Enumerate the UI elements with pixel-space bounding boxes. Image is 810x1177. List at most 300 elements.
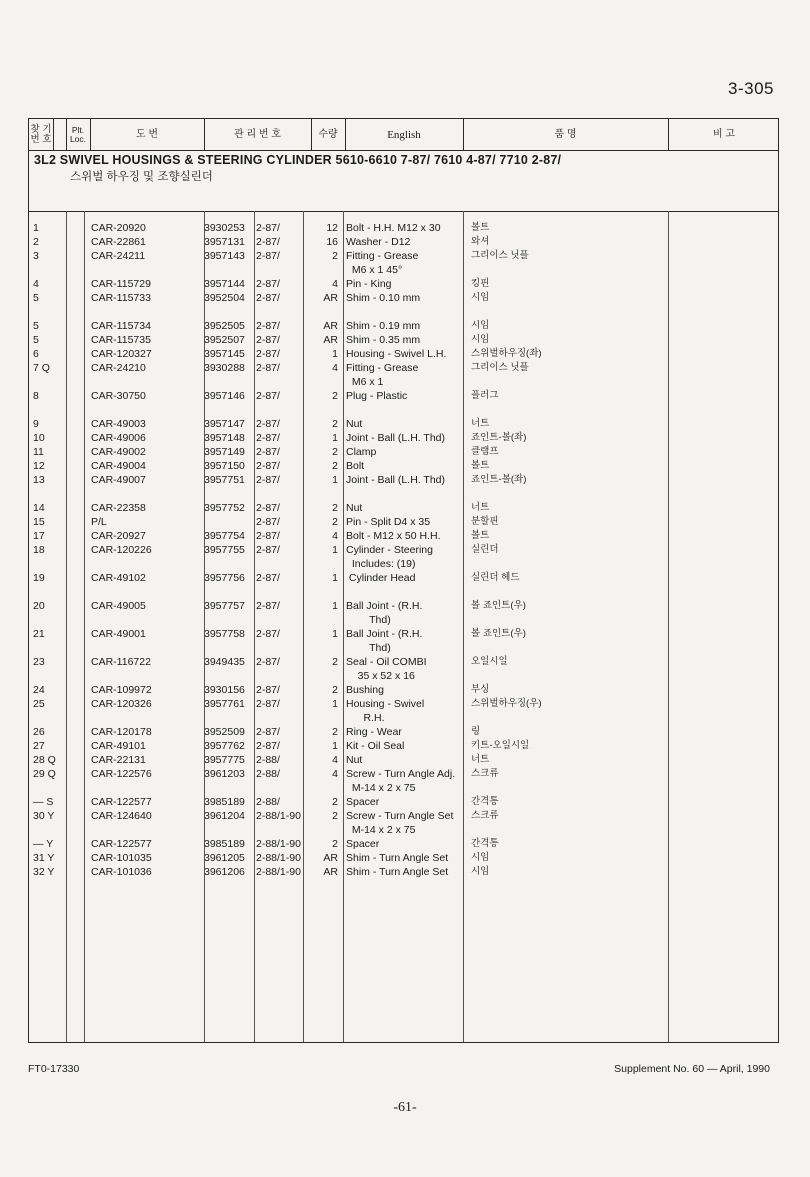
table-row	[29, 669, 778, 683]
table-row	[29, 753, 778, 767]
cell-date-range: 2-87/	[256, 320, 280, 332]
cell-ref-no: 15	[33, 516, 45, 528]
cell-date-range: 2-87/	[256, 446, 280, 458]
cell-date-range: 2-87/	[256, 544, 280, 556]
cell-english-name: Pin - King	[346, 278, 392, 290]
cell-english-name: Housing - Swivel L.H.	[346, 348, 447, 360]
cell-ref-no: 5	[33, 334, 39, 346]
grid-line	[668, 119, 669, 150]
cell-english-name: Fitting - Grease	[346, 362, 419, 374]
table-row	[29, 305, 778, 319]
cell-mgmt-no: 3952507	[204, 334, 245, 346]
cell-drawing-no: CAR-115735	[91, 334, 151, 346]
cell-date-range: 2-88/	[256, 796, 280, 808]
cell-korean-name: 오일시일	[471, 656, 508, 667]
cell-ref-no: 10	[33, 432, 45, 444]
cell-quantity: 4	[332, 530, 338, 542]
cell-quantity: 2	[332, 838, 338, 850]
table-row	[29, 781, 778, 795]
cell-date-range: 2-87/	[256, 418, 280, 430]
grid-line	[311, 119, 312, 150]
cell-korean-name: 시임	[471, 292, 490, 303]
cell-drawing-no: CAR-122577	[91, 796, 152, 808]
grid-line	[463, 119, 464, 150]
table-row	[29, 557, 778, 571]
cell-english-name: Screw - Turn Angle Adj.	[346, 768, 456, 780]
cell-date-range: 2-87/	[256, 572, 280, 584]
cell-ref-no: 12	[33, 460, 45, 472]
header-divider	[29, 150, 778, 151]
cell-date-range: 2-87/	[256, 474, 280, 486]
cell-mgmt-no: 3957131	[204, 236, 245, 248]
cell-ref-no: 7 Q	[33, 362, 50, 374]
cell-date-range: 2-88/1-90	[256, 866, 301, 878]
cell-ref-no: 28 Q	[33, 754, 56, 766]
cell-drawing-no: CAR-120178	[91, 726, 152, 738]
grid-line	[345, 119, 346, 150]
cell-date-range: 2-87/	[256, 628, 280, 640]
cell-mgmt-no: 3949435	[204, 656, 245, 668]
cell-korean-name: 부싱	[471, 684, 490, 695]
cell-english-name: Kit - Oil Seal	[346, 740, 405, 752]
cell-quantity: 1	[332, 432, 338, 444]
cell-english-name: Spacer	[346, 838, 380, 850]
cell-ref-no: 6	[33, 348, 39, 360]
cell-mgmt-no: 3957754	[204, 530, 245, 542]
cell-english-name: Thd)	[346, 614, 391, 626]
cell-date-range: 2-87/	[256, 516, 280, 528]
cell-mgmt-no: 3957149	[204, 446, 245, 458]
cell-mgmt-no: 3957775	[204, 754, 245, 766]
table-row	[29, 431, 778, 445]
cell-korean-name: 너트	[471, 502, 490, 513]
cell-ref-no: 4	[33, 278, 39, 290]
cell-english-name: Plug - Plastic	[346, 390, 408, 402]
cell-date-range: 2-87/	[256, 222, 280, 234]
cell-mgmt-no: 3961204	[204, 810, 245, 822]
cell-english-name: M-14 x 2 x 75	[346, 782, 416, 794]
table-row	[29, 361, 778, 375]
cell-mgmt-no: 3952505	[204, 320, 245, 332]
cell-ref-no: 20	[33, 600, 45, 612]
table-row	[29, 277, 778, 291]
table-row	[29, 809, 778, 823]
cell-ref-no: 2	[33, 236, 39, 248]
cell-drawing-no: CAR-120226	[91, 544, 152, 556]
cell-quantity: AR	[323, 852, 338, 864]
cell-english-name: M-14 x 2 x 75	[346, 824, 416, 836]
cell-english-name: Bolt	[346, 460, 365, 472]
cell-english-name: Shim - Turn Angle Set	[346, 866, 449, 878]
cell-korean-name: 스크류	[471, 810, 499, 821]
cell-drawing-no: CAR-122576	[91, 768, 152, 780]
cell-mgmt-no: 3985189	[204, 838, 245, 850]
cell-quantity: 2	[332, 726, 338, 738]
cell-ref-no: 5	[33, 292, 39, 304]
cell-ref-no: 21	[33, 628, 45, 640]
cell-drawing-no: CAR-30750	[91, 390, 146, 402]
cell-date-range: 2-87/	[256, 740, 280, 752]
cell-mgmt-no: 3930156	[204, 684, 245, 696]
cell-ref-no: 19	[33, 572, 45, 584]
cell-drawing-no: CAR-49006	[91, 432, 146, 444]
cell-drawing-no: CAR-49001	[91, 628, 146, 640]
cell-mgmt-no: 3957756	[204, 572, 245, 584]
table-row	[29, 641, 778, 655]
cell-mgmt-no: 3957762	[204, 740, 245, 752]
cell-english-name: Pin - Split D4 x 35	[346, 516, 431, 528]
cell-english-name: Washer - D12	[346, 236, 411, 248]
cell-drawing-no: CAR-49005	[91, 600, 146, 612]
section-subtitle: 스위벌 하우징 및 조향실린더	[70, 171, 213, 183]
cell-quantity: 2	[332, 516, 338, 528]
cell-quantity: 12	[326, 222, 338, 234]
cell-date-range: 2-87/	[256, 432, 280, 444]
cell-quantity: 1	[332, 474, 338, 486]
cell-korean-name: 볼 죠인트(우)	[471, 628, 526, 639]
cell-quantity: 1	[332, 544, 338, 556]
table-row	[29, 823, 778, 837]
cell-quantity: 2	[332, 684, 338, 696]
cell-english-name: M6 x 1	[346, 376, 384, 388]
table-row	[29, 599, 778, 613]
cell-korean-name: 시임	[471, 866, 490, 877]
cell-quantity: 2	[332, 796, 338, 808]
table-row	[29, 333, 778, 347]
cell-ref-no: 25	[33, 698, 45, 710]
cell-drawing-no: CAR-24211	[91, 250, 146, 262]
cell-ref-no: — Y	[33, 838, 54, 850]
cell-english-name: Nut	[346, 502, 363, 514]
table-row	[29, 389, 778, 403]
cell-english-name: Ring - Wear	[346, 726, 402, 738]
cell-mgmt-no: 3957147	[204, 418, 245, 430]
cell-mgmt-no: 3957751	[204, 474, 245, 486]
cell-korean-name: 킹핀	[471, 278, 490, 289]
cell-mgmt-no: 3957757	[204, 600, 245, 612]
cell-date-range: 2-87/	[256, 348, 280, 360]
table-row	[29, 249, 778, 263]
cell-drawing-no: CAR-49003	[91, 418, 146, 430]
table-row	[29, 697, 778, 711]
cell-drawing-no: CAR-20920	[91, 222, 146, 234]
cell-date-range: 2-87/	[256, 726, 280, 738]
cell-drawing-no: CAR-49002	[91, 446, 146, 458]
cell-date-range: 2-88/1-90	[256, 852, 301, 864]
cell-korean-name: 볼 죠인트(우)	[471, 600, 526, 611]
grid-line	[66, 119, 67, 150]
header-english: English	[387, 128, 421, 141]
cell-quantity: 1	[332, 740, 338, 752]
cell-korean-name: 실린더 헤드	[471, 572, 520, 583]
table-row	[29, 683, 778, 697]
cell-english-name: Nut	[346, 754, 363, 766]
cell-mgmt-no: 3957143	[204, 250, 245, 262]
cell-korean-name: 볼트	[471, 530, 490, 541]
cell-ref-no: 11	[33, 446, 44, 458]
cell-drawing-no: CAR-115733	[91, 292, 151, 304]
cell-english-name: R.H.	[346, 712, 385, 724]
header-remarks: 비 고	[712, 128, 736, 140]
cell-mgmt-no: 3952509	[204, 726, 245, 738]
table-row	[29, 655, 778, 669]
cell-quantity: 2	[332, 810, 338, 822]
supplement-note: Supplement No. 60 — April, 1990	[614, 1063, 770, 1075]
cell-drawing-no: CAR-24210	[91, 362, 146, 374]
cell-korean-name: 키트-오일시일	[471, 740, 530, 751]
cell-mgmt-no: 3961206	[204, 866, 245, 878]
cell-ref-no: 29 Q	[33, 768, 56, 780]
table-row	[29, 319, 778, 333]
cell-drawing-no: CAR-101035	[91, 852, 152, 864]
cell-ref-no: 5	[33, 320, 39, 332]
grid-line	[53, 119, 54, 150]
cell-quantity: 4	[332, 754, 338, 766]
header-ref-no: 찾 기 번 호	[30, 123, 52, 145]
cell-english-name: Bolt - M12 x 50 H.H.	[346, 530, 441, 542]
cell-quantity: 2	[332, 250, 338, 262]
cell-mgmt-no: 3952504	[204, 292, 245, 304]
cell-ref-no: 31 Y	[33, 852, 55, 864]
cell-english-name: Shim - 0.35 mm	[346, 334, 421, 346]
table-row	[29, 543, 778, 557]
cell-quantity: AR	[323, 334, 338, 346]
cell-ref-no: 13	[33, 474, 45, 486]
cell-quantity: 2	[332, 390, 338, 402]
cell-english-name: Cylinder Head	[346, 572, 416, 584]
cell-drawing-no: CAR-122577	[91, 838, 152, 850]
cell-english-name: Shim - 0.19 mm	[346, 320, 421, 332]
cell-drawing-no: CAR-22861	[91, 236, 146, 248]
cell-ref-no: 3	[33, 250, 39, 262]
table-row	[29, 221, 778, 235]
cell-date-range: 2-87/	[256, 656, 280, 668]
section-title: 3L2 SWIVEL HOUSINGS & STEERING CYLINDER 5610-6610 7-87/ 7610 4-87/ 7710 2-87/	[34, 153, 562, 167]
cell-korean-name: 스크류	[471, 768, 499, 779]
cell-quantity: AR	[323, 320, 338, 332]
cell-korean-name: 와셔	[471, 236, 490, 247]
cell-mgmt-no: 3957752	[204, 502, 245, 514]
cell-korean-name: 플러그	[471, 390, 499, 401]
table-row	[29, 515, 778, 529]
cell-korean-name: 그리이스 닛플	[471, 362, 529, 373]
table-row	[29, 347, 778, 361]
parts-table	[28, 118, 779, 1043]
header-drawing-no: 도 번	[135, 128, 159, 140]
header-plant-loc: Plt. Loc.	[69, 124, 87, 144]
cell-ref-no: 26	[33, 726, 45, 738]
cell-date-range: 2-87/	[256, 278, 280, 290]
cell-mgmt-no: 3957755	[204, 544, 245, 556]
cell-mgmt-no: 3930253	[204, 222, 245, 234]
cell-quantity: 16	[326, 236, 338, 248]
table-row	[29, 585, 778, 599]
cell-drawing-no: CAR-22358	[91, 502, 146, 514]
cell-quantity: AR	[323, 292, 338, 304]
header-mgmt-no: 관 리 번 호	[234, 128, 281, 140]
cell-date-range: 2-88/	[256, 768, 280, 780]
table-row	[29, 767, 778, 781]
cell-quantity: 1	[332, 348, 338, 360]
cell-english-name: Thd)	[346, 642, 391, 654]
cell-korean-name: 스위벌하우징(우)	[471, 698, 542, 709]
cell-korean-name: 시임	[471, 852, 490, 863]
cell-drawing-no: CAR-124640	[91, 810, 152, 822]
cell-english-name: Shim - Turn Angle Set	[346, 852, 449, 864]
cell-quantity: 4	[332, 362, 338, 374]
cell-quantity: AR	[323, 866, 338, 878]
cell-quantity: 4	[332, 278, 338, 290]
cell-quantity: 4	[332, 768, 338, 780]
cell-mgmt-no: 3957148	[204, 432, 245, 444]
cell-korean-name: 볼트	[471, 460, 490, 471]
cell-english-name: Ball Joint - (R.H.	[346, 600, 423, 612]
cell-ref-no: 1	[33, 222, 39, 234]
cell-date-range: 2-87/	[256, 334, 280, 346]
cell-ref-no: — S	[33, 796, 54, 808]
cell-date-range: 2-87/	[256, 390, 280, 402]
cell-quantity: 1	[332, 628, 338, 640]
cell-english-name: 35 x 52 x 16	[346, 670, 415, 682]
cell-mgmt-no: 3957150	[204, 460, 245, 472]
cell-date-range: 2-87/	[256, 236, 280, 248]
cell-quantity: 2	[332, 418, 338, 430]
page-number: 3-305	[728, 79, 774, 98]
cell-date-range: 2-88/1-90	[256, 838, 301, 850]
cell-english-name: Bushing	[346, 684, 384, 696]
cell-english-name: Seal - Oil COMBI	[346, 656, 427, 668]
cell-drawing-no: CAR-101036	[91, 866, 152, 878]
cell-mgmt-no: 3957145	[204, 348, 245, 360]
page-footer-number: -61-	[393, 1100, 417, 1115]
table-row	[29, 613, 778, 627]
cell-english-name: Shim - 0.10 mm	[346, 292, 421, 304]
table-row	[29, 711, 778, 725]
cell-english-name: Housing - Swivel	[346, 698, 425, 710]
cell-ref-no: 30 Y	[33, 810, 55, 822]
cell-mgmt-no: 3957758	[204, 628, 245, 640]
cell-drawing-no: CAR-120326	[91, 698, 152, 710]
cell-date-range: 2-87/	[256, 530, 280, 542]
cell-korean-name: 시임	[471, 320, 490, 331]
cell-korean-name: 분할핀	[471, 516, 499, 527]
cell-drawing-no: CAR-49102	[91, 572, 146, 584]
cell-date-range: 2-88/	[256, 754, 280, 766]
table-row	[29, 725, 778, 739]
cell-quantity: 2	[332, 502, 338, 514]
cell-english-name: Fitting - Grease	[346, 250, 419, 262]
table-row	[29, 529, 778, 543]
cell-date-range: 2-87/	[256, 460, 280, 472]
cell-english-name: Spacer	[346, 796, 380, 808]
table-row	[29, 445, 778, 459]
cell-date-range: 2-87/	[256, 250, 280, 262]
cell-ref-no: 24	[33, 684, 45, 696]
cell-ref-no: 17	[33, 530, 45, 542]
cell-ref-no: 8	[33, 390, 39, 402]
table-row	[29, 837, 778, 851]
cell-date-range: 2-87/	[256, 698, 280, 710]
table-row	[29, 473, 778, 487]
cell-quantity: 1	[332, 572, 338, 584]
cell-mgmt-no: 3930288	[204, 362, 245, 374]
cell-korean-name: 간격통	[471, 838, 499, 849]
cell-english-name: Bolt - H.H. M12 x 30	[346, 222, 441, 234]
cell-korean-name: 너트	[471, 418, 490, 429]
cell-drawing-no: CAR-109972	[91, 684, 152, 696]
cell-mgmt-no: 3957146	[204, 390, 245, 402]
table-row	[29, 403, 778, 417]
cell-quantity: 1	[332, 600, 338, 612]
cell-ref-no: 23	[33, 656, 45, 668]
table-row	[29, 417, 778, 431]
cell-drawing-no: CAR-49007	[91, 474, 146, 486]
cell-korean-name: 볼트	[471, 222, 490, 233]
cell-english-name: Clamp	[346, 446, 377, 458]
cell-drawing-no: CAR-49004	[91, 460, 146, 472]
cell-quantity: 2	[332, 656, 338, 668]
table-row	[29, 571, 778, 585]
cell-mgmt-no: 3957144	[204, 278, 245, 290]
cell-mgmt-no: 3985189	[204, 796, 245, 808]
cell-ref-no: 32 Y	[33, 866, 55, 878]
cell-english-name: Joint - Ball (L.H. Thd)	[346, 474, 446, 486]
cell-korean-name: 죠인트-볼(좌)	[471, 432, 527, 443]
grid-line	[204, 119, 205, 150]
cell-drawing-no: CAR-115729	[91, 278, 151, 290]
header-qty: 수량	[318, 128, 338, 140]
table-row	[29, 235, 778, 249]
table-row	[29, 795, 778, 809]
cell-korean-name: 링	[471, 726, 481, 737]
cell-english-name: M6 x 1 45°	[346, 264, 403, 276]
table-row	[29, 627, 778, 641]
table-row	[29, 291, 778, 305]
cell-mgmt-no: 3957761	[204, 698, 245, 710]
cell-english-name: Includes: (19)	[346, 558, 416, 570]
cell-english-name: Cylinder - Steering	[346, 544, 433, 556]
cell-quantity: 2	[332, 460, 338, 472]
grid-line	[90, 119, 91, 150]
cell-ref-no: 27	[33, 740, 45, 752]
cell-drawing-no: CAR-49101	[91, 740, 146, 752]
cell-korean-name: 클램프	[471, 446, 499, 457]
cell-date-range: 2-87/	[256, 600, 280, 612]
cell-drawing-no: CAR-115734	[91, 320, 151, 332]
table-row	[29, 487, 778, 501]
table-row	[29, 851, 778, 865]
cell-mgmt-no: 3961203	[204, 768, 245, 780]
cell-korean-name: 실린더	[471, 544, 499, 555]
table-row	[29, 263, 778, 277]
cell-drawing-no: CAR-20927	[91, 530, 146, 542]
cell-drawing-no: P/L	[91, 516, 107, 528]
form-code: FT0-17330	[28, 1063, 80, 1075]
cell-korean-name: 시임	[471, 334, 490, 345]
cell-drawing-no: CAR-116722	[91, 656, 151, 668]
cell-korean-name: 간격통	[471, 796, 499, 807]
cell-korean-name: 스위벌하우징(좌)	[471, 348, 542, 359]
table-row	[29, 501, 778, 515]
cell-date-range: 2-88/1-90	[256, 810, 301, 822]
cell-english-name: Nut	[346, 418, 363, 430]
cell-english-name: Ball Joint - (R.H.	[346, 628, 423, 640]
cell-korean-name: 너트	[471, 754, 490, 765]
cell-ref-no: 9	[33, 418, 39, 430]
cell-english-name: Joint - Ball (L.H. Thd)	[346, 432, 446, 444]
cell-quantity: 2	[332, 446, 338, 458]
cell-date-range: 2-87/	[256, 292, 280, 304]
